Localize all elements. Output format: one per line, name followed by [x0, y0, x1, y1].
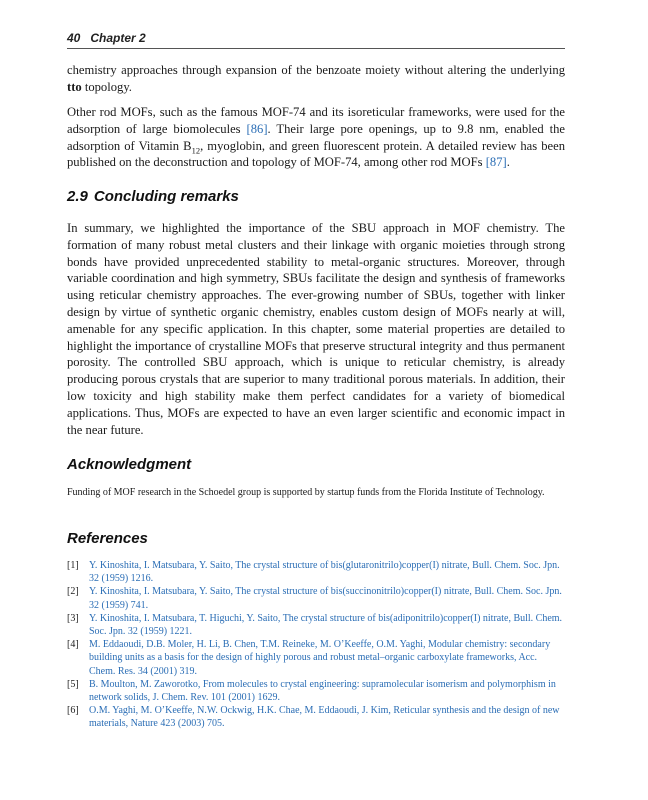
intro-p2-subscript: 12: [191, 145, 201, 156]
reference-number: [2]: [67, 586, 79, 598]
acknowledgment-heading: Acknowledgment: [67, 456, 192, 473]
section-title: Concluding remarks: [93, 188, 239, 205]
intro-paragraph-2: [67, 104, 565, 171]
reference-number: [5]: [67, 678, 79, 690]
chapter-label: Chapter 2: [90, 31, 146, 45]
reference-text[interactable]: Y. Kinoshita, I. Matsubara, Y. Saito, The crystal structure of bis(succinonitrilo)copper(I) nitrate, Bull. Chem. Soc. Jpn. 32 (1959) 741.: [89, 586, 562, 611]
reference-text[interactable]: M. Eddaoudi, D.B. Moler, H. Li, B. Chen, T.M. Reineke, M. O’Keeffe, O.M. Yaghi, Modular chemistry: secondary building units as a basis for the design of highly porous and robust metal–organic carboxylate frameworks, Acc. Chem. Res. 34 (2001) 319.: [89, 639, 551, 677]
reference-text[interactable]: Y. Kinoshita, I. Matsubara, T. Higuchi, Y. Saito, The crystal structure of bis(adiponitrilo)copper(I) nitrate, Bull. Chem. Soc. Jpn. 32 (1959) 1221.: [89, 612, 563, 638]
intro-p2-b: . Their large pore openings, up to 9.8 nm, enabled the adsorption of Vitamin B: [67, 121, 565, 153]
reference-number: [1]: [67, 560, 79, 571]
reference-item[interactable]: [67, 612, 565, 638]
reference-item[interactable]: [67, 559, 565, 585]
intro-paragraph-1: [67, 62, 565, 96]
reference-item[interactable]: [67, 678, 565, 704]
section-number: 2.9: [67, 188, 88, 205]
concluding-paragraph: [67, 220, 565, 438]
references-heading: References: [67, 530, 148, 547]
reference-text[interactable]: Y. Kinoshita, I. Matsubara, Y. Saito, The crystal structure of bis(glutaronitrilo)copper(I) nitrate, Bull. Chem. Soc. Jpn. 32 (1959) 1216.: [89, 560, 560, 585]
acknowledgment-text: Funding of MOF research in the Schoedel group is supported by startup funds from the Florida Institute of Technology.: [67, 487, 545, 498]
reference-number: [4]: [67, 639, 79, 651]
citation-86[interactable]: [86]: [246, 121, 268, 136]
reference-number: [6]: [67, 705, 79, 717]
reference-item[interactable]: [67, 585, 565, 611]
concluding-text: In summary, we highlighted the importance of the SBU approach in MOF chemistry. The formation of many robust metal clusters and their linkage with organic moieties through strong bonds have provided unprecedented stability to metal-organic structures. Moreover, through variable coordination and high symmetry, SBUs facilitate the design and synthesis of frameworks using reticular chemistry approaches. The ever-growing number of SBUs, together with linker design by virtue of synthetic organic chemistry, enables custom design of MOFs nearly at will, amenable for any specific application. In this chapter, some material properties are detailed to highlight the importance of crystalline MOFs that preserve structural integrity and thus permanent porosity. The controlled SBU approach, which is unique to reticular chemistry, is already producing porous crystals that are superior to many traditional porous materials. In addition, their low toxicity and high stability make them perfect candidates for a variety of biomedical applications. Thus, MOFs are expected to have an even larger scientific and economic impact in the near future.: [67, 221, 565, 437]
page-number: 40: [67, 31, 81, 45]
citation-87[interactable]: [87]: [485, 155, 507, 170]
reference-number: [3]: [67, 612, 79, 624]
reference-item[interactable]: [67, 704, 565, 730]
reference-list: [67, 559, 565, 731]
intro-p1-text: chemistry approaches through expansion of the benzoate moiety without altering the underlying: [67, 63, 565, 77]
intro-p2-c: , myoglobin, and green fluorescent protein. A detailed review has been published on the deconstruction and topology of MOF-74, among other rod MOFs: [67, 138, 565, 170]
tto-term: tto: [67, 79, 82, 94]
intro-p1-end: topology.: [81, 79, 132, 94]
reference-text[interactable]: B. Moulton, M. Zaworotko, From molecules to crystal engineering: supramolecular isomerism and polymorphism in network solids, J. Chem. Rev. 101 (2001) 1629.: [89, 678, 556, 704]
header-rule: [67, 48, 565, 49]
reference-text[interactable]: O.M. Yaghi, M. O’Keeffe, N.W. Ockwig, H.K. Chae, M. Eddaoudi, J. Kim, Reticular synthesis and the design of new materials, Nature 423 (2003) 705.: [89, 705, 560, 730]
intro-p2-d: .: [506, 155, 510, 170]
section-heading: [67, 188, 239, 205]
reference-item[interactable]: [67, 638, 565, 678]
intro-p2-a: Other rod MOFs, such as the famous MOF-74 and its isoreticular frameworks, were used for the adsorption of large biomolecules: [67, 105, 565, 136]
running-head: [67, 31, 565, 45]
